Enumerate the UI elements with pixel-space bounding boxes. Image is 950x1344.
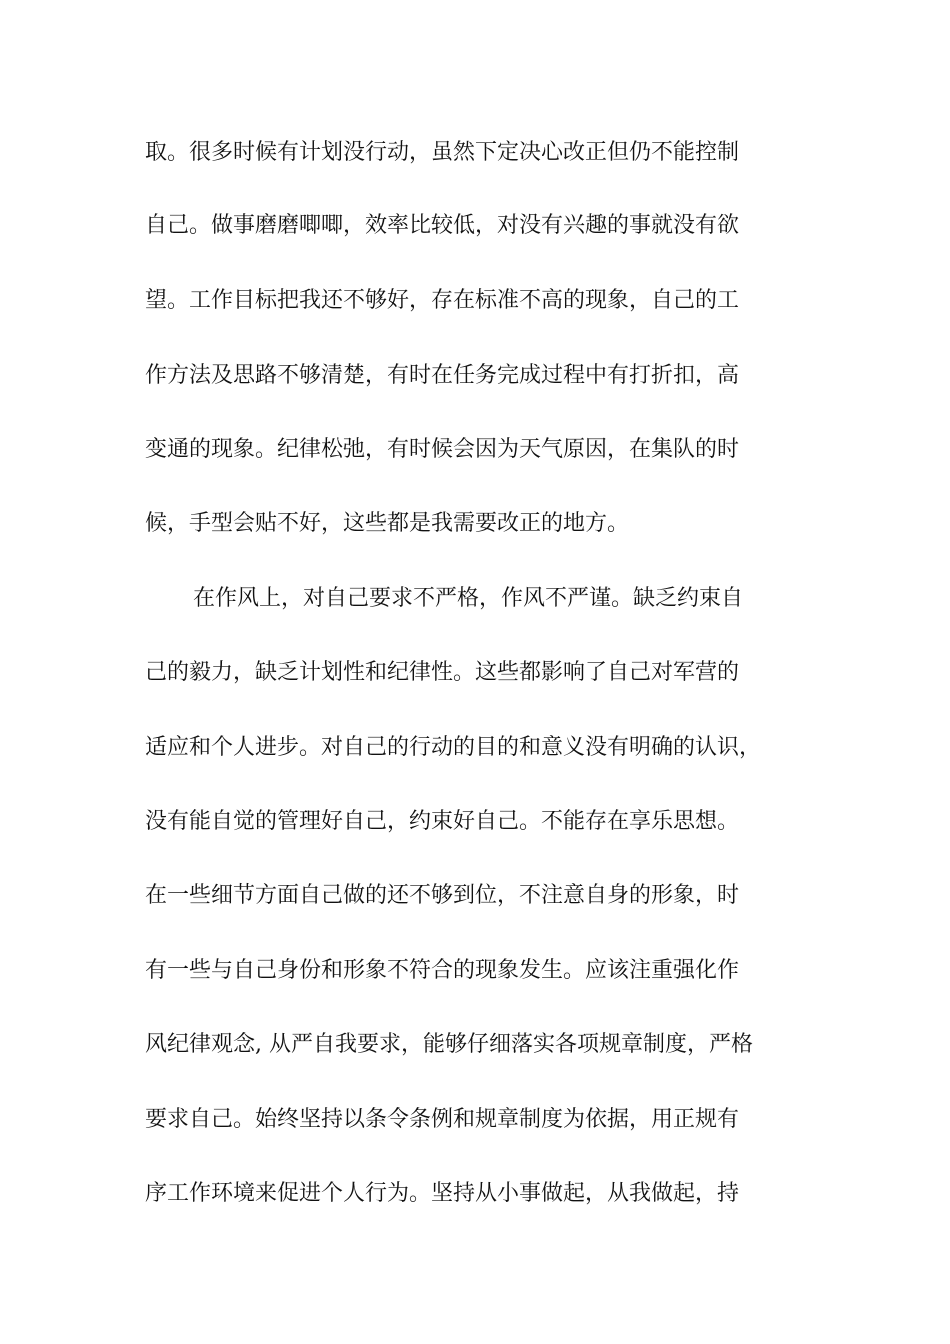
text-line-15: 序工作环境来促进个人行为。坚持从小事做起，从我做起，持 [145,1181,740,1206]
text-line-9: 适应和个人进步。对自己的行动的目的和意义没有明确的认识， [145,735,762,760]
text-line-8: 己的毅力，缺乏计划性和纪律性。这些都影响了自己对军营的 [145,660,740,685]
text-line-11: 在一些细节方面自己做的还不够到位，不注意自身的形象，时 [145,883,740,908]
text-line-12: 有一些与自己身份和形象不符合的现象发生。应该注重强化作 [145,958,740,983]
text-line-3: 望。工作目标把我还不够好，存在标准不高的现象，自己的工 [145,288,740,313]
text-line-1: 取。很多时候有计划没行动，虽然下定决心改正但仍不能控制 [145,140,740,165]
text-line-14: 要求自己。始终坚持以条令条例和规章制度为依据，用正规有 [145,1107,740,1132]
text-line-2: 自己。做事磨磨唧唧，效率比较低，对没有兴趣的事就没有欲 [145,213,740,238]
text-line-5: 变通的现象。纪律松弛，有时候会因为天气原因，在集队的时 [145,437,740,462]
text-line-7: 在作风上，对自己要求不严格，作风不严谨。缺乏约束自 [193,586,744,611]
text-line-13: 风纪律观念, 从严自我要求，能够仔细落实各项规章制度，严格 [145,1032,753,1057]
text-line-4: 作方法及思路不够清楚，有时在任务完成过程中有打折扣，高 [145,363,740,388]
text-line-10: 没有能自觉的管理好自己，约束好自己。不能存在享乐思想。 [145,809,740,834]
text-line-6: 候，手型会贴不好，这些都是我需要改正的地方。 [145,511,630,536]
